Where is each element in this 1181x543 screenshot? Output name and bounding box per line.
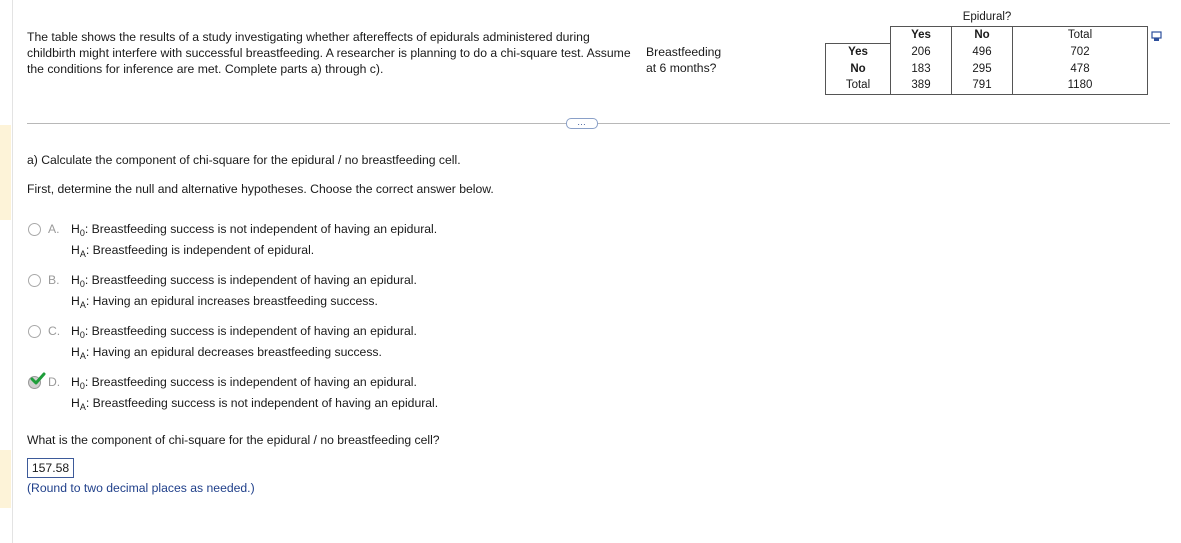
null-hypothesis: $H_0$: Breastfeeding success is independent of having an epidural.	[71, 273, 417, 289]
row-variable-label	[646, 44, 756, 76]
option-letter: A.	[48, 222, 60, 236]
correct-check-icon	[30, 372, 46, 386]
table-cell: 478	[1013, 61, 1148, 78]
option-a[interactable]	[28, 221, 628, 261]
expand-more-button[interactable]: …	[566, 118, 598, 129]
table-header-row	[826, 27, 1148, 44]
contingency-table	[825, 26, 1148, 95]
table-cell: 206	[891, 44, 952, 61]
copy-table-icon[interactable]	[1151, 30, 1163, 42]
alternative-hypothesis: $H_A$: Having an epidural increases breastfeeding success.	[71, 294, 378, 310]
radio-button[interactable]	[28, 274, 41, 287]
component-question: What is the component of chi-square for the epidural / no breastfeeding cell?	[27, 433, 440, 447]
table-row	[826, 44, 1148, 61]
answer-field[interactable]: 157.58	[27, 458, 74, 478]
row-header: No	[826, 61, 891, 78]
option-letter: D.	[48, 375, 61, 389]
column-header-no: No	[952, 27, 1013, 44]
option-c[interactable]	[28, 323, 628, 363]
radio-button[interactable]	[28, 223, 41, 236]
option-d[interactable]	[28, 374, 628, 414]
table-cell: 496	[952, 44, 1013, 61]
null-hypothesis: $H_0$: Breastfeeding success is independent of having an epidural.	[71, 324, 417, 340]
table-cell: 791	[952, 77, 1013, 94]
table-cell: 702	[1013, 44, 1148, 61]
option-letter: C.	[48, 324, 61, 338]
rounding-hint: (Round to two decimal places as needed.)	[27, 481, 255, 495]
row-header: Total	[826, 77, 891, 94]
table-cell: 389	[891, 77, 952, 94]
column-variable-label: Epidural?	[962, 11, 1012, 23]
table-row	[826, 77, 1148, 94]
row-variable-line1: Breastfeeding	[646, 45, 722, 59]
table-corner	[826, 27, 891, 44]
part-a-question: a) Calculate the component of chi-square for the epidural / no breastfeeding cell.	[27, 153, 461, 167]
row-variable-line2: at 6 months?	[646, 61, 717, 75]
alternative-hypothesis: $H_A$: Having an epidural decreases breastfeeding success.	[71, 345, 382, 361]
section-divider	[27, 123, 1170, 124]
hypotheses-prompt: First, determine the null and alternative hypotheses. Choose the correct answer below.	[27, 182, 494, 196]
option-letter: B.	[48, 273, 60, 287]
left-margin-strip	[0, 0, 13, 543]
row-header: Yes	[826, 44, 891, 61]
column-header-total: Total	[1013, 27, 1148, 44]
table-row	[826, 61, 1148, 78]
alternative-hypothesis: $H_A$: Breastfeeding is independent of epidural.	[71, 243, 315, 259]
part-indicator-bottom	[0, 450, 11, 508]
table-cell: 183	[891, 61, 952, 78]
alternative-hypothesis: $H_A$: Breastfeeding success is not independent of having an epidural.	[71, 396, 439, 412]
radio-button[interactable]	[28, 325, 41, 338]
column-header-yes: Yes	[891, 27, 952, 44]
null-hypothesis: $H_0$: Breastfeeding success is independent of having an epidural.	[71, 375, 417, 391]
null-hypothesis: $H_0$: Breastfeeding success is not independent of having an epidural.	[71, 222, 438, 238]
table-cell: 1180	[1013, 77, 1148, 94]
option-b[interactable]	[28, 272, 628, 312]
part-indicator-top	[0, 125, 11, 220]
table-cell: 295	[952, 61, 1013, 78]
intro-text: The table shows the results of a study investigating whether aftereffects of epidurals administered during childbirth might interfere with successful breastfeeding. A researcher is planning to do a chi-square test. Assume the conditions for inference are met. Complete parts a) through c).	[27, 30, 631, 76]
